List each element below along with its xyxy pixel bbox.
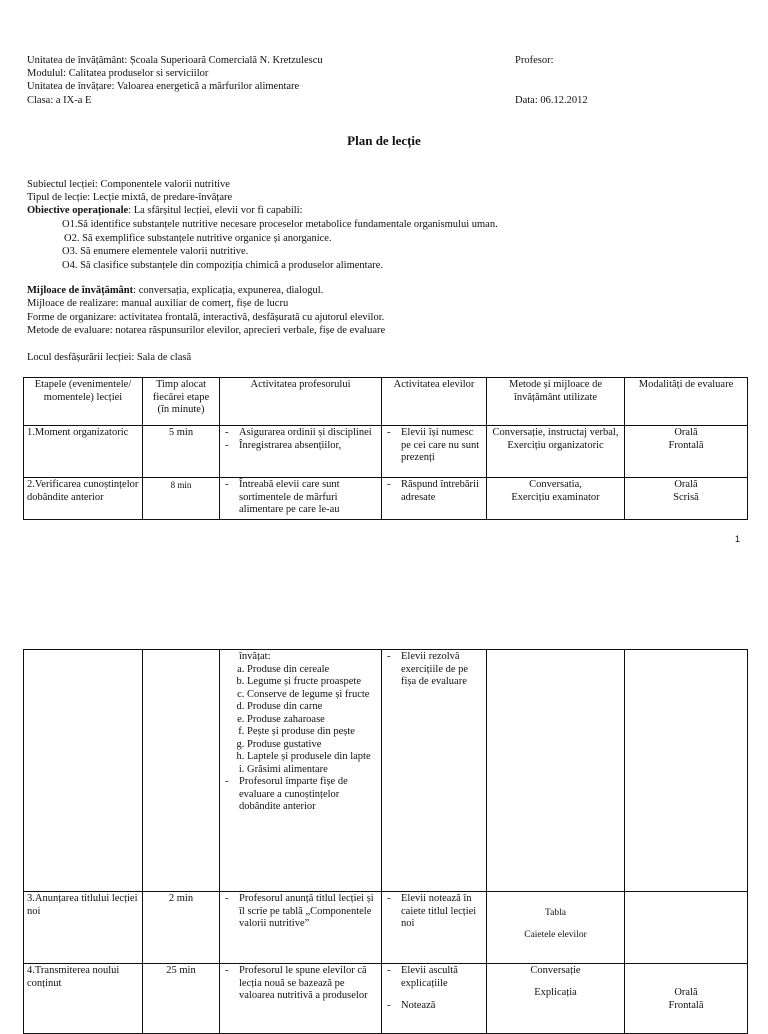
- evaluation-methods-line: Metode de evaluare: notarea răspunsurilor elevilor, aprecieri verbale, fișe de evaluare: [27, 325, 386, 336]
- list-item: b. Legume și fructe proaspete: [247, 676, 378, 689]
- header-student-activity: Activitatea elevilor: [382, 378, 487, 426]
- method-item: Caietele elevilor: [524, 929, 587, 940]
- time-cell: 5 min: [143, 426, 220, 478]
- teacher-activity-cell: învățat: a. Produse din cereale b. Legume și fructe proaspete c. Conserve de legume și fructe d. Produse din carne e. Produse zaharoase f. Pește și produse din pește g. Produse gustative h. Laptele și produsele din lapte i. Grăsimi alimentare - Profesorul împarte fișe de evaluare a cunoștințelor dobândite anterior: [220, 650, 382, 892]
- realization-means-line: Mijloace de realizare: manual auxiliar de comerț, fișe de lucru: [27, 298, 289, 309]
- objective-o4: O4. Să clasifice substanțele din compoziția chimică a produselor alimentare.: [62, 260, 384, 271]
- list-item: c. Conserve de legume și fructe: [247, 689, 378, 702]
- teacher-activity-item: Asigurarea ordinii și disciplinei: [239, 427, 372, 438]
- teacher-activity-cell: - Profesorul le spune elevilor că lecția nouă se bazează pe valoarea nutritivă a produselor: [220, 964, 382, 1034]
- evaluation-cell: [625, 964, 748, 1034]
- time-cell: 2 min: [143, 892, 220, 964]
- teacher-activity-cell: - Întreabă elevii care sunt sortimentele de mărfuri alimentare pe care le-au: [220, 478, 382, 520]
- teaching-means-label: Mijloace de învățământ: [27, 285, 134, 296]
- table-header-row: [24, 378, 748, 426]
- school-unit: Unitatea de învățământ: Școala Superioară Comercială N. Kretzulescu: [27, 55, 323, 66]
- module-line: Modulul: Calitatea produselor si serviciilor: [27, 68, 209, 79]
- objectives-label: Obiective operaționale: [27, 205, 129, 216]
- header-teacher-activity: Activitatea profesorului: [220, 378, 382, 426]
- objective-o2: O2. Să exemplifice substanțele nutritive organice și anorganice.: [64, 233, 332, 244]
- teacher-activity-cell: - Profesorul anunță titlul lecției și îl scrie pe tablă „Componentele valorii nutritive”: [220, 892, 382, 964]
- lesson-plan-table: [23, 377, 748, 520]
- student-activity-item: Elevii ascultă explicațiile: [401, 965, 458, 989]
- objectives-heading: [27, 204, 303, 217]
- product-list-tail: [223, 764, 378, 777]
- teacher-activity-item: Înregistrarea absențiilor,: [239, 439, 342, 451]
- method-item: Exercițiu organizatoric: [507, 439, 604, 451]
- teaching-means-text: : conversația, explicația, expunerea, dialogul.: [133, 285, 324, 296]
- lesson-type-line: Tipul de lecție: Lecție mixtă, de predare-învățare: [27, 192, 233, 203]
- table-row: [24, 892, 748, 964]
- teacher-activity-item: Profesorul anunță titlul lecției și îl scrie pe tablă „Componentele valorii nutritive”: [239, 893, 374, 929]
- time-cell: 25 min: [143, 964, 220, 1034]
- method-item: Conversație: [530, 965, 581, 976]
- class-line: Clasa: a IX-a E: [27, 95, 92, 106]
- table-row: [24, 964, 748, 1034]
- table-row: [24, 426, 748, 478]
- methods-cell: [487, 650, 625, 892]
- student-activity-item: Elevii își numesc pe cei care nu sunt prezenți: [401, 427, 480, 463]
- teacher-activity-item: Întreabă elevii care sunt sortimentele de mărfuri alimentare pe care le-au: [239, 479, 340, 515]
- evaluation-cell: [625, 892, 748, 964]
- evaluation-item: Scrisă: [673, 491, 699, 503]
- method-item: Tabla: [545, 908, 566, 918]
- methods-cell: [487, 964, 625, 1034]
- evaluation-cell: [625, 478, 748, 520]
- teacher-activity-item: Profesorul le spune elevilor că lecția nouă se bazează pe valoarea nutritivă a produselor: [239, 965, 368, 1001]
- header-evaluation: Modalități de evaluare: [625, 378, 748, 426]
- objective-o1: O1.Să identifice substanțele nutritive necesare proceselor metabolice fundamentale organismului uman.: [62, 219, 498, 230]
- professor-label: Profesor:: [515, 55, 554, 66]
- student-activity-cell: - Elevii ascultă explicațiile - Notează: [382, 964, 487, 1034]
- location-line: Locul desfășurării lecției: Sala de clasă: [27, 352, 192, 363]
- subject-line: Subiectul lecției: Componentele valorii nutritive: [27, 179, 230, 190]
- student-activity-item: Elevii rezolvă exercițiile de pe fișa de evaluare: [401, 651, 469, 687]
- method-item: Explicația: [534, 986, 577, 998]
- teaching-means-line: [27, 284, 323, 297]
- student-activity-cell: - Răspund întrebării adresate: [382, 478, 487, 520]
- student-activity-cell: - Elevii rezolvă exercițiile de pe fișa de evaluare: [382, 650, 487, 892]
- list-item: d. Produse din carne: [247, 701, 378, 714]
- teacher-activity-continued: învățat:: [239, 651, 271, 662]
- evaluation-item: Orală: [674, 427, 698, 438]
- objective-o3: O3. Să enumere elementele valorii nutritive.: [62, 246, 249, 257]
- list-item: h. Laptele și produsele din lapte: [247, 751, 378, 764]
- method-item: Conversatia,: [529, 479, 582, 490]
- evaluation-item: Frontală: [668, 439, 704, 451]
- methods-cell: [487, 478, 625, 520]
- time-cell: 8 min: [143, 478, 220, 520]
- student-activity-cell: - Elevii își numesc pe cei care nu sunt prezenți: [382, 426, 487, 478]
- methods-cell: [487, 892, 625, 964]
- method-item: Exercițiu examinator: [511, 491, 600, 503]
- lesson-plan-table-continued: [23, 649, 748, 1034]
- date-line: Data: 06.12.2012: [515, 95, 588, 106]
- evaluation-item: Orală: [674, 987, 698, 998]
- header-methods: Metode și mijloace de învățământ utilizate: [487, 378, 625, 426]
- list-item: e. Produse zaharoase: [247, 714, 378, 727]
- page-number: 1: [735, 534, 741, 544]
- student-activity-item: Elevii notează în caiete titlul lecției noi: [401, 893, 477, 929]
- organization-line: Forme de organizare: activitatea frontală, interactivă, desfășurată cu ajutorul elevilor.: [27, 312, 385, 323]
- header-time: Timp alocat fiecărei etape (în minute): [143, 378, 220, 426]
- stage-cell: 1.Moment organizatoric: [24, 426, 143, 478]
- product-list: [223, 664, 378, 764]
- methods-cell: [487, 426, 625, 478]
- list-item: f. Pește și produse din pește: [247, 726, 378, 739]
- time-cell: [143, 650, 220, 892]
- evaluation-item: Orală: [674, 479, 698, 490]
- teacher-activity-item: Profesorul împarte fișe de evaluare a cunoștințelor dobândite anterior: [239, 776, 348, 812]
- student-activity-item: Răspund întrebării adresate: [401, 479, 479, 503]
- stage-cell: 2.Verificarea cunoștințelor dobândite anterior: [24, 478, 143, 520]
- table-row: [24, 650, 748, 892]
- table-row: [24, 478, 748, 520]
- header-stages: Etapele (evenimentele/ momentele) lecției: [24, 378, 143, 426]
- list-item: i. Grăsimi alimentare: [247, 764, 378, 777]
- stage-cell: 4.Transmiterea noului conținut: [24, 964, 143, 1034]
- evaluation-cell: [625, 650, 748, 892]
- student-activity-cell: - Elevii notează în caiete titlul lecției noi: [382, 892, 487, 964]
- stage-cell: 3.Anunțarea titlului lecției noi: [24, 892, 143, 964]
- student-activity-item: Notează: [401, 1000, 436, 1011]
- method-item: Conversație, instructaj verbal,: [492, 427, 619, 438]
- page-title: Plan de lecție: [347, 133, 421, 148]
- list-item: a. Produse din cereale: [247, 664, 378, 677]
- learning-unit-line: Unitatea de învățare: Valoarea energetică a mărfurilor alimentare: [27, 81, 300, 92]
- objectives-intro: : La sfârșitul lecției, elevii vor fi capabili:: [128, 205, 303, 216]
- teacher-activity-cell: - Asigurarea ordinii și disciplinei - Înregistrarea absențiilor,: [220, 426, 382, 478]
- list-item: g. Produse gustative: [247, 739, 378, 752]
- evaluation-cell: [625, 426, 748, 478]
- evaluation-item: Frontală: [668, 999, 704, 1011]
- stage-cell: [24, 650, 143, 892]
